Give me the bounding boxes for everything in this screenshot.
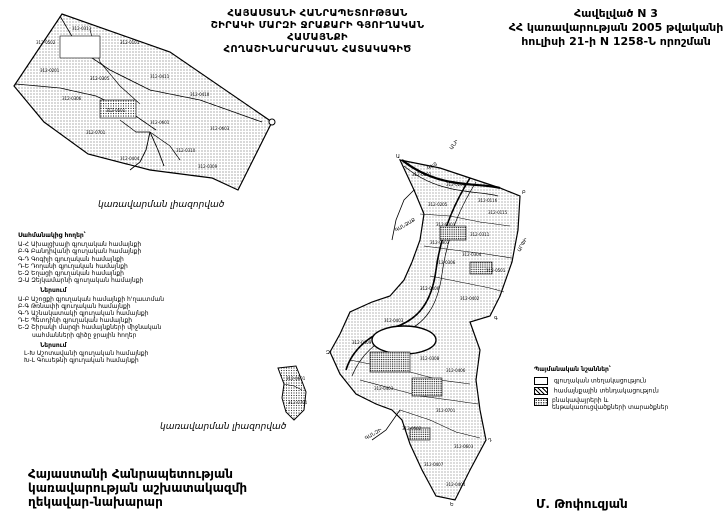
legend-item: Բ-Գ Բանդիվանի գյուղական համայնքի xyxy=(18,248,142,256)
map-label: 312-0302 xyxy=(430,240,450,245)
swatch-settlement xyxy=(534,377,548,385)
map-label: 312-0409 xyxy=(352,340,372,345)
legend-item-label: գյուղական տեղակացություն xyxy=(553,377,647,385)
legend-item xyxy=(534,377,724,385)
map-label: 312-0102 xyxy=(412,172,432,177)
legend-heading: Պայմանական նշաններ՝ xyxy=(534,366,611,373)
legend-item: Խ-Լ Գուսեթնի գյուղական համայնքի xyxy=(24,357,139,365)
place-label: ԳԱՆՁԱՔ xyxy=(394,217,417,234)
map-label: 312-0502 xyxy=(402,426,422,431)
signatory-line: կառավարության աշխատակազմի xyxy=(28,481,248,495)
map-label: 312-0402 xyxy=(460,296,480,301)
map-label: 312-0410 xyxy=(190,92,210,97)
swatch-infrastructure xyxy=(534,398,548,406)
map-label: 312-0501 xyxy=(106,108,126,113)
legend-item-label: բնակավայրերի և ենթակառուցվածքների տարածքներ xyxy=(552,397,669,412)
title-line: ՀԱՅԱՍՏԱՆԻ ՀԱՆՐԱՊԵՏՈՒԹՅԱՆ xyxy=(227,8,408,19)
map-label: 312-0305 xyxy=(90,76,110,81)
map-label: 312-0502 xyxy=(36,40,56,45)
legend-item: Դ-Ե Դողանի գյուղական համայնքի xyxy=(18,262,128,270)
map-label: 312-0301 xyxy=(436,222,456,227)
map-label: 312-0304 xyxy=(462,252,482,257)
overview-caption: կառավարման լիազորված xyxy=(98,200,225,210)
swatch-community xyxy=(534,387,548,395)
map-label: 312-0201 xyxy=(40,68,60,73)
map-label: 312-0701 xyxy=(86,130,106,135)
title-line: ՇԻՐԱԿԻ ՄԱՐԶԻ ՋՐԱՔԱՐԻ ԳՅՈՒՂԱԿԱՆ ՀԱՄԱՅՆՔԻ xyxy=(210,20,425,43)
annex-line: ՀՀ կառավարության 2005 թվականի xyxy=(508,21,724,34)
legend-subheading: Ներսում xyxy=(40,287,67,295)
legend-item: սահմանների գիծը ջրային հողեր xyxy=(32,331,137,339)
legend-subheading: Ներսում xyxy=(40,341,67,349)
map-label: 312-0407 xyxy=(424,462,444,467)
legend-item xyxy=(534,387,724,395)
map-label: 312-0404 xyxy=(120,156,140,161)
legend-item-label: համայնքային տենդակացություն xyxy=(553,387,659,395)
annex-line: հուլիսի 21-ի N 1258-Ն որոշման xyxy=(521,35,711,48)
symbol-legend xyxy=(534,366,724,412)
boundary-marker: Ե xyxy=(450,502,454,508)
map-label: 312-0205 xyxy=(428,202,448,207)
title-line: ՀՈՂԱՇԻՆԱՐԱՐԱԿԱՆ ՀԱՏԱԿԱԳԻԾ xyxy=(223,44,412,55)
map-label: 312-0406 xyxy=(446,368,466,373)
legend-item: Դ-Ե Պետդինի գյուղական համայնքի xyxy=(18,317,133,325)
legend-item: Բ-Գ Թռնափի գյուղական համայնքի xyxy=(18,302,131,310)
signatory-block xyxy=(28,467,288,509)
map-label: 312-0701 xyxy=(288,400,308,405)
inset-map xyxy=(268,362,318,424)
legend-item: Լ-Խ Աշոտավանի գյուղական համայնքի xyxy=(24,350,149,358)
legend-item: Ե-Զ Շիրակի մարզի համայնքների միջնական xyxy=(18,324,162,332)
legend-item: Ա-Հ Ախալցխայի գյուղական համայնքի xyxy=(18,241,142,249)
map-label: 312-0601 xyxy=(286,376,306,381)
map-label: 312-0701 xyxy=(436,408,456,413)
signatory-line: Հայաստանի Հանրապետության xyxy=(28,467,233,481)
boundary-marker: Ա xyxy=(396,154,400,160)
map-label: 312-0116 xyxy=(478,198,498,203)
map-label: 312-0308 xyxy=(420,356,440,361)
map-label: 312-0201 xyxy=(446,182,466,187)
map-label: 312-0310 xyxy=(176,148,196,153)
map-label: 312-0101 xyxy=(120,40,140,45)
boundary-marker: Բ xyxy=(522,190,526,196)
map-label: 312-0408 xyxy=(420,286,440,291)
legend-item: Գ-Դ Գոգիյի գյուղական համայնքի xyxy=(18,255,124,263)
inset-caption: կառավարման լիազորված xyxy=(160,422,287,432)
map-label: 312-0403 xyxy=(384,318,404,323)
legend-heading: Սահմանակից հողեր՝ xyxy=(18,232,86,239)
boundary-marker: Գ xyxy=(494,316,498,322)
map-label: 312-0115 xyxy=(488,210,508,215)
legend-item: Ե-Զ Եղացի գյուղական համայնքի xyxy=(18,270,124,278)
place-label: ԱՐՓԻ xyxy=(516,237,530,253)
boundary-legend xyxy=(18,232,208,364)
legend-item: Զ-Ա Զեյկամարնի գյուղական համայնքի xyxy=(18,277,144,285)
map-label: 312-0404 xyxy=(446,482,466,487)
boundary-marker: Զ xyxy=(326,350,330,356)
place-label: ԳԱՆԶԻ xyxy=(364,427,384,442)
map-label: 312-0501 xyxy=(486,268,506,273)
map-label: 312-0403 xyxy=(374,386,394,391)
map-label: 312-0411 xyxy=(150,74,170,79)
map-label: 312-0603 xyxy=(454,444,474,449)
signatory-line: ղեկավար-նախարար xyxy=(28,495,163,509)
boundary-marker: Դ xyxy=(488,438,492,444)
annex-line: Հավելված N 3 xyxy=(574,7,658,20)
map-label: 312-0309 xyxy=(198,164,218,169)
legend-item: Գ-Դ Աշնակատակի գյուղական համայնքի xyxy=(18,310,149,318)
map-label: 312-0306 xyxy=(62,96,82,101)
map-label: 312-0601 xyxy=(150,120,170,125)
map-label: 312-0306 xyxy=(436,260,456,265)
legend-item: Ա-Բ Աշոցքի գյուղական համայնքի հ'ղաւտման xyxy=(18,295,165,303)
legend-item xyxy=(534,397,724,411)
place-label: ԱՆԻ xyxy=(448,138,460,152)
map-label: 312-0603 xyxy=(210,126,230,131)
place-label: ԳԵՏ xyxy=(426,161,439,172)
map-label: 312-0313 xyxy=(72,26,92,31)
map-label: 312-0311 xyxy=(470,232,490,237)
signature-name: Մ. Թոփուզյան xyxy=(536,497,628,511)
